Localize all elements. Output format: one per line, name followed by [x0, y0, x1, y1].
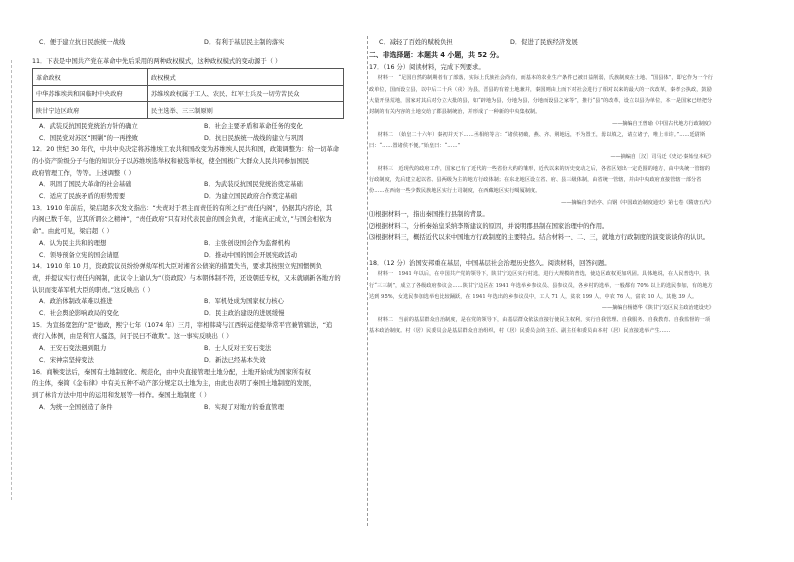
q11-option-a[interactable]: A．武装反抗国民党统治方针的确立: [39, 122, 138, 130]
q15-option-d[interactable]: D．新法已经基本失效: [204, 356, 266, 364]
q18-stem: 18．（12 分）治国安邦重在基层，中国基层社会治理历史悠久。阅读材料，回答问题。: [369, 259, 611, 267]
q18-material-1-source: ——摘编自杨德华《陕甘宁边区民主政治建设史》: [601, 305, 714, 312]
table-header-cell: 革命政权: [33, 69, 148, 86]
q17-item-1: ⑴根据材料一，指出秦国推行县制的背景。: [369, 210, 489, 218]
q18-material-2: 材料二 当前的基层群众自治制度，是在党的领导下，由基层群众依法直接行使民主权利，实行自我管理、自我服务、自我教育、自我监督的一项基本政治制度。村（居）民委员会是基层群众自治组织，村（居）民委员会的主任、副主任和委员由本村（居）民直接选举产生……: [369, 316, 711, 334]
q17-material-1: 材料一 “足国自然的制期者有了部落，实际上氏族社会尚有，而基本的农业生产条件已被日益削弱，氏族制度在土地、“国县体”，即它作为一个行政单位，国而设立县，以中后二十兵（戎）为县，晋县的有着土地兼并，秦国则由上而下对社会进行了相对以来的最大的一次改革，秦孝公执政，鼓励大量开垦荒地，国家对其后对分立大批的县，如“辟地为县，分地为县，分地而设县之家等”，推行“县”的改革，设立以县为单位，本一是国家已经把分封制的有关内容的土地交给了郡县制统治，并形成了一种新的中央集权制。: [369, 75, 713, 116]
q10-option-d[interactable]: D．有利于基层民主制的落实: [204, 39, 285, 46]
q16-option-b[interactable]: B．实现了对地方的垂直管理: [204, 403, 284, 411]
q14-stem-line: 14．1910 年 10 月，资政院议员纷纷弹劾军机大臣对湘省公债案的措置失当，要求其按照立宪国惯例负: [32, 263, 322, 271]
q15-option-b[interactable]: B．士人反对王安石变法: [204, 345, 272, 353]
q13-options-cd: [32, 250, 366, 262]
q13-option-b[interactable]: B．主张创设国会作为监督机构: [204, 239, 291, 247]
q15-option-a[interactable]: A．王安石变法遇到阻力: [39, 345, 107, 353]
table-cell: 中华苏维埃共和国临时中央政府: [33, 85, 148, 102]
q17-material-2-source: ——摘编自［汉］司马迁《史记·秦始皇本纪》: [610, 154, 714, 161]
table-row: [33, 69, 344, 86]
q17-stem: 17．（16 分）阅读材料，完成下列要求。: [369, 63, 485, 71]
q11-option-c[interactable]: C．国民党对苏区“围剿”的一再挫败: [39, 134, 139, 142]
q10-option-c[interactable]: C．便于建立抗日民族统一战线: [39, 39, 126, 46]
q14-option-d[interactable]: D．民主政治建设的进展缓慢: [204, 310, 285, 318]
q12-options-cd: [32, 191, 366, 203]
table-row: [33, 102, 344, 119]
right-column: [369, 37, 714, 337]
q16-option-d[interactable]: D．促进了民族经济发展: [510, 39, 578, 46]
left-column: [32, 37, 366, 413]
q12-option-a[interactable]: A．巩固了国民大革命的社会基础: [39, 181, 132, 189]
q10-options-cd: [32, 37, 366, 49]
q14-option-c[interactable]: C．社会舆论影响政局的变化: [39, 310, 119, 318]
q13-stem-line: 命”。由此可见，梁启超（ ）: [32, 228, 113, 236]
q11-option-b[interactable]: B．社会主要矛盾和革命任务的变化: [204, 122, 303, 130]
q14-option-b[interactable]: B．军机处成为国家权力核心: [204, 298, 284, 306]
q11-option-d[interactable]: D．抗日民族统一战线的建立与巩固: [204, 134, 304, 142]
q16-option-c[interactable]: C．减轻了百姓的赋税负担: [379, 39, 453, 46]
column-divider: [367, 36, 368, 526]
q16-options-ab: [32, 402, 366, 414]
q13-option-c[interactable]: C．领导预备立宪的国会请愿: [39, 251, 119, 259]
q13-option-d[interactable]: D．推动中国的国会开展宪政活动: [204, 251, 298, 259]
q13-stem-line: 13．1910 年前后，梁启超多次发文指出：“夫责对于君主而责任的有所之归”责任内阁”，仍据其内容论，其: [32, 204, 333, 212]
table-cell: 陕甘宁边区政府: [33, 102, 148, 119]
q18-material-1: 材料一 1941 年以后，在中国共产党的领导下，陕甘宁边区实行村选，进行大规模的普选，使边区政权更加巩固。具体地说，在人民普选中，执行“三三制”，成立了各级政府参议会……陕甘宁边区在 1941 年选举乡参议员、县参议员，各乡村的选举，一般都有 70% 以上的选民参加，有的地方达到 95%，女选民参加选举也比较踊跃，在 1941 年选出的乡参议员中，工人 71 人，贫农 199 人，中农 76 人，富农 10 人，其他 39 人。: [369, 271, 713, 301]
q13-options-ab: [32, 238, 366, 250]
q17-material-1-source: ——摘编自王曾瑜《中国古代地方行政制度》: [612, 120, 714, 127]
q15-options-ab: [32, 343, 366, 355]
q14-options-cd: [32, 308, 366, 320]
q11-stem: 11．下表是中国共产党在革命中先后采用的两种政权模式，这种政权模式的变动源于（ ）: [32, 57, 282, 65]
q15-options-cd: [32, 355, 366, 367]
q15-stem-line: 15．为宣扬宽恕的“是”德政，熙宁七年（1074 年）三月，宰相韩琦与江西转运使提举常平官兼管辖法，“追: [32, 321, 333, 329]
q17-material-3: 材料三 近现代的政府工作，国家已有了近代的一些省份大约的雏形，近代以来的历史变动之后，各省区划出一定范围的地方，由中央统一管辖的行政制度，先后建立起以省、县两级为主的地方行政体制；在东北地区设立省、府、县三级体制，由省统一管辖，并由中央政府直接管辖一部分省份……在西南一些少数民族地区实行土司制度，在西藏地区实行噶厦制度。: [369, 165, 711, 195]
table-header-cell: 政权模式: [148, 69, 344, 86]
q17-item-2: ⑵根据材料二，分析秦始皇采纳李斯建议的原因，并说明郡县制在国家治理中的作用。: [369, 222, 609, 230]
q14-options-ab: [32, 296, 366, 308]
q15-option-c[interactable]: C．宋神宗坚持变法: [39, 356, 94, 364]
q16-option-a[interactable]: A．为统一全国创造了条件: [39, 403, 113, 411]
q14-option-a[interactable]: A．政治体制改革难以推进: [39, 298, 113, 306]
q13-option-a[interactable]: A．认为民主共和的理想: [39, 239, 107, 247]
table-row: [33, 85, 344, 102]
section-title: 二、非选择题：本题共 4 小题，共 52 分。: [369, 50, 504, 59]
q16-stem-line: 到了林肯方法中用中的运用和发展等一样作。秦国土地制度（ ）: [32, 391, 211, 399]
q13-stem-line: 内阁已数千年，岂其所谓公之精神”，“责任政府”只有对代表民意的国会负责，才能真正成立，”与国会相依为: [32, 216, 332, 224]
q12-option-c[interactable]: C．适应了民族矛盾的形势需要: [39, 193, 126, 201]
q14-stem-line: 认识而变革军机大臣的职责。”这反映出（ ）: [32, 286, 154, 294]
q16-stem-line: 16．商鞅变法后，秦国有土地制度化、规范化，由中央直接管理土地分配，土地开始成为国家所有权: [32, 368, 311, 376]
q12-stem-line: 12．20 世纪 30 年代，中共中央决定将苏维埃工农共和国改变为苏维埃人民共和国，政策调整为：给一切革命: [32, 146, 340, 154]
q11-options-cd: [32, 133, 366, 145]
q12-option-d[interactable]: D．为建立国民政府合作奠定基础: [204, 193, 298, 201]
q16-options-cd: [369, 37, 714, 49]
q17-material-2: 材料二 （始皇二十六年）秦初并天下……丞相绾等言：“诸侯初破，燕、齐、荆地远，不为置王，毋以填之，请立诸子，唯上幸许。”……廷尉斯曰：“……置诸侯不便。”始皇曰：“……”: [369, 131, 706, 150]
q11-options-ab: [32, 121, 366, 133]
q16-stem-line: 的主体，秦简《金布律》中有关五种不动产部分规定以土地为主，由此也表明了秦国土地制度的发展，: [32, 380, 316, 388]
table-cell: 苏维埃政权属于工人、农民、红军士兵及一切劳苦民众: [148, 85, 344, 102]
binding-line: [11, 60, 12, 500]
q12-stem-line: 政府管理工作，等等。上述调整（ ）: [32, 169, 135, 177]
q11-table: [32, 68, 344, 119]
q12-stem-line: 的小资产阶级分子与他的知识分子以苏维埃选举权和被选举权，使全国极广大群众人民共同参加国民: [32, 157, 310, 165]
q17-item-3: ⑶根据材料三，概括近代以来中国地方行政制度的主要特点。结合材料一、二、三，就地方行政制度的演变谈谈你的认识。: [369, 234, 710, 242]
q14-stem-line: 责，并提议实行责任内阁制，此议令上谕认为“（资政院）与本朝体制不符，还设朝廷专权，又未就刷新各地方的: [32, 274, 341, 282]
q17-material-3-source: ——摘编自李治亭、白钢《中国政治制度通史》第七卷《隋唐五代》: [561, 199, 714, 206]
q15-stem-line: 责行入体例，由是利官人骚怨，问于民曰不敢欺”。这一事实反映出（ ）: [32, 333, 233, 341]
q12-options-ab: [32, 179, 366, 191]
table-cell: 民主选举、三三制原则: [148, 102, 344, 119]
q12-option-b[interactable]: B．为武装反抗国民党统治奠定基础: [204, 181, 303, 189]
